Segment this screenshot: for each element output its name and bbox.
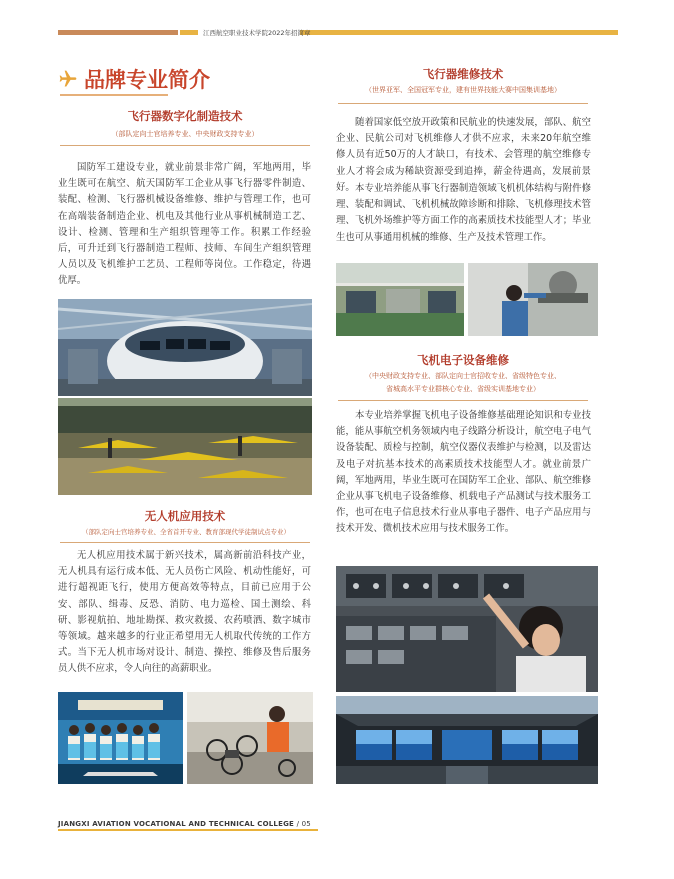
photo-drone-workshop [58,398,312,495]
section-title-text: 品牌专业简介 [84,68,210,92]
photo-cockpit-technician [336,566,598,692]
major-body-maintenance-2: 本专业培养能从事飞行器制造领域飞机机体结构与附件修理、装配和调试、飞机机械故障诊断和排除、飞机修理技术管理、飞机外场维护等方面工作的高素质技术技能型人才；毕业生也可从事通用机械的维修、生产及技术管理工作。 [336,183,591,243]
section-underline [60,94,168,96]
major-note-avionics-1: （中央财政支持专业、部队定向士官招收专业、省级特色专业、 [365,372,561,380]
footer-college [58,820,311,828]
photo-glass-cockpit [336,696,598,784]
plane-icon [58,69,78,89]
photo-maintenance-technician [468,263,598,336]
major-body-avionics: 本专业培养掌握飞机电子设备维修基础理论知识和专业技能，能从事航空机务领域内电子线路分析设计，航空电子电气设备装配、质检与控制，航空仪器仪表维护与检测，以及雷达及电子对抗基本技术的高素质技术技能型人才。就业前景广阔，军地两用，毕业生既可在国防军工企业、部队、航空维修企业从事飞机电子设备维修、机载电子产品测试与技术服务工作，也可在电子信息技术行业从事电子器件、电子产品应用与技术开发、微机技术应用与技术服务工作。 [336,410,591,535]
major-note-manufacturing: （部队定向士官培养专业、中央财政支持专业） [111,130,259,138]
divider-manufacturing [60,145,310,146]
header-bar-gold-right [300,30,618,35]
photo-maintenance-hangar [336,263,464,336]
header-title: 江西航空职业技术学院2022年招简章 [203,29,311,37]
major-note-maintenance: （世界亚军、全国冠军专业，建有世界技能大赛中国集训基地） [365,86,561,94]
section-title [58,64,210,94]
header-bar-brown [58,30,178,35]
divider-maintenance [338,103,588,104]
major-body-maintenance-1: 随着国家低空放开政策和民航业的快速发展，部队、航空企业、民航公司对飞机维修人才供不应求，未来20年航空维修人员有近50万的人才缺口，有技术、会管理的航空维修专业人才将会成为稀缺资源受到追捧，薪金待遇高，发展前景好。 [336,117,591,193]
footer-bar [58,829,318,831]
divider-drone [60,542,310,543]
photo-aircraft-assembly [58,299,312,396]
footer-college-name: JIANGXI AVIATION VOCATIONAL AND TECHNICAL COLLEGE [58,820,295,828]
footer-page-number: / 05 [296,820,311,828]
major-body-manufacturing: 国防军工建设专业，就业前景非常广阔，军地两用，毕业生既可在航空、航天国防军工企业从事飞行器零件制造、装配、检测、飞行器机械设备维修、维护与管理工作，也可在高端装备制造企业、机电及其他行业从事机械制造工艺、设计、检测、管理和生产组织管理等工作。积累工作经验后，可升迁到飞行器制造工程师、技师、车间生产组织管理人员以及飞机维护工艺员、工程师等岗位。工作稳定，待遇优厚。 [58,162,311,287]
major-title-maintenance: 飞行器维修技术 [422,67,504,81]
divider-avionics [338,400,588,401]
major-title-manufacturing: 飞行器数字化制造技术 [127,109,243,123]
photo-drone-lab [187,692,313,784]
photo-drone-team [58,692,183,784]
major-title-drone: 无人机应用技术 [144,509,226,523]
major-title-avionics: 飞机电子设备维修 [417,353,509,367]
header-bar-gold [180,30,198,35]
major-note-drone: （部队定向士官培养专业、全省首开专业、教育部现代学徒制试点专业） [82,528,290,536]
major-body-drone: 无人机应用技术属于新兴技术，属高新前沿科技产业，无人机具有运行成本低、无人员伤亡风险、机动性能好，可进行超视距飞行，使用方便高效等特点，目前已应用于公安、部队、缉毒、反恐、消防、电力巡检、国土测绘、科研、影视航拍、地址勘探、救灾救援、农药喷洒、数字城市等领域。越来越多的行业正希望用无人机取代传统的工作方式。当下无人机市场对设计、制造、操控、维修及售后服务员人供不应求，令人向往的高薪职业。 [58,550,311,675]
major-note-avionics-2: 省城高水平专业群核心专业、省级实训基地专业） [386,385,540,393]
